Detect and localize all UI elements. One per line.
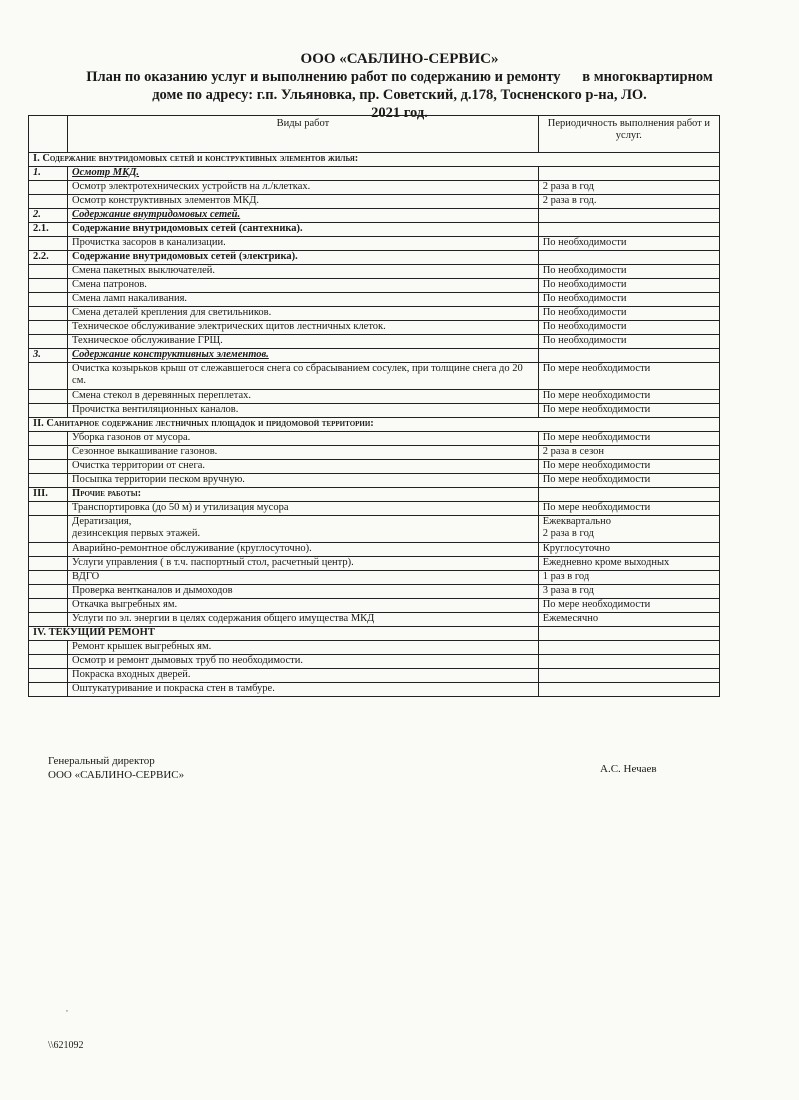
period-cell: Круглосуточно [538,543,719,557]
table-row [29,418,720,432]
signature-block [48,754,184,782]
period-cell: По мере необходимости [538,390,719,404]
row-number [29,641,68,655]
table-row [29,488,720,502]
row-number: 2.1. [29,223,68,237]
table-row [29,669,720,683]
work-name: Осмотр электротехнических устройств на л./клетках. [68,181,539,195]
table-row [29,321,720,335]
document-header [0,50,799,122]
row-number: 2. [29,209,68,223]
table-row [29,571,720,585]
work-name: Сезонное выкашивание газонов. [68,446,539,460]
table-row [29,167,720,181]
period-cell: По мере необходимости [538,502,719,516]
period-cell: 1 раз в год [538,571,719,585]
work-name: Осмотр конструктивных элементов МКД. [68,195,539,209]
table-row [29,195,720,209]
row-number [29,683,68,697]
work-name: Осмотр МКД. [68,167,539,181]
period-cell [538,167,719,181]
table-row [29,209,720,223]
table-row [29,627,720,641]
table-row [29,502,720,516]
row-number: 3. [29,349,68,363]
work-name: Прочистка засоров в канализации. [68,237,539,251]
work-name: ВДГО [68,571,539,585]
header-works: Виды работ [68,116,539,153]
table-row [29,293,720,307]
table-row [29,251,720,265]
period-cell: По мере необходимости [538,404,719,418]
period-cell: По мере необходимости [538,460,719,474]
row-number [29,335,68,349]
work-name: Содержание внутридомовых сетей. [68,209,539,223]
row-number [29,543,68,557]
table-row [29,279,720,293]
work-name: Прочистка вентиляционных каналов. [68,404,539,418]
table-header-row [29,116,720,153]
row-number [29,432,68,446]
work-name: Покраска входных дверей. [68,669,539,683]
row-number: III. [29,488,68,502]
work-name: Смена ламп накаливания. [68,293,539,307]
row-number [29,307,68,321]
period-cell [538,349,719,363]
work-name: Содержание внутридомовых сетей (электрика). [68,251,539,265]
period-cell: По необходимости [538,237,719,251]
row-number [29,571,68,585]
row-number [29,195,68,209]
table-row [29,655,720,669]
work-name: Техническое обслуживание ГРЩ. [68,335,539,349]
row-number [29,321,68,335]
plan-title-line2: доме по адресу: г.п. Ульяновка, пр. Советский, д.178, Тосненского р-на, ЛО. [152,87,647,103]
row-number [29,599,68,613]
table-row [29,613,720,627]
work-name: Очистка территории от снега. [68,460,539,474]
table-row [29,543,720,557]
table-row [29,153,720,167]
period-cell [538,627,719,641]
period-cell: 2 раза в год [538,181,719,195]
table-row [29,363,720,390]
period-cell: Ежемесячно [538,613,719,627]
table-row [29,181,720,195]
work-name: Смена деталей крепления для светильников. [68,307,539,321]
work-name: Смена стекол в деревянных переплетах. [68,390,539,404]
row-number: 2.2. [29,251,68,265]
period-cell: 3 раза в год [538,585,719,599]
period-cell: По необходимости [538,293,719,307]
org-name: ООО «САБЛИНО-СЕРВИС» [300,51,499,67]
row-number [29,557,68,571]
table-row [29,460,720,474]
work-name: Транспортировка (до 50 м) и утилизация мусора [68,502,539,516]
section-heading: II. Санитарное содержание лестничных площадок и придомовой территории: [29,418,720,432]
signer-name: А.С. Нечаев [600,763,657,775]
signer-title: Генеральный директор [48,755,155,767]
row-number [29,474,68,488]
work-name: Посыпка территории песком вручную. [68,474,539,488]
period-cell [538,683,719,697]
work-name: Оштукатуривание и покраска стен в тамбуре. [68,683,539,697]
table-row [29,432,720,446]
work-name: Ремонт крышек выгребных ям. [68,641,539,655]
period-cell [538,223,719,237]
row-number [29,669,68,683]
plan-title-line1: План по оказанию услуг и выполнению работ по содержанию и ремонту в многоквартирном [86,69,713,85]
period-cell: По необходимости [538,265,719,279]
table-row [29,265,720,279]
row-number: 1. [29,167,68,181]
row-number [29,237,68,251]
row-number [29,363,68,390]
period-cell: 2 раза в сезон [538,446,719,460]
row-number [29,446,68,460]
signer-org: ООО «САБЛИНО-СЕРВИС» [48,769,185,781]
table-row [29,307,720,321]
row-number [29,502,68,516]
header-num-cell [29,116,68,153]
table-row [29,641,720,655]
row-number [29,613,68,627]
period-cell: По мере необходимости [538,363,719,390]
row-number [29,293,68,307]
table-row [29,223,720,237]
work-name: Смена патронов. [68,279,539,293]
period-cell: По мере необходимости [538,432,719,446]
section-heading: I. Содержание внутридомовых сетей и конструктивных элементов жилья: [29,153,720,167]
row-number [29,655,68,669]
period-cell [538,209,719,223]
row-number [29,265,68,279]
period-cell: По необходимости [538,335,719,349]
period-cell [538,488,719,502]
table-row [29,237,720,251]
table-row [29,404,720,418]
period-cell: По мере необходимости [538,599,719,613]
period-cell: Ежедневно кроме выходных [538,557,719,571]
row-number [29,279,68,293]
work-name: Содержание внутридомовых сетей (сантехника). [68,223,539,237]
works-table [28,115,720,697]
row-number [29,181,68,195]
period-cell [538,655,719,669]
section-heading: IV. ТЕКУЩИЙ РЕМОНТ [29,627,539,641]
table-row [29,474,720,488]
period-cell: По необходимости [538,279,719,293]
row-number [29,460,68,474]
table-row [29,390,720,404]
table-row [29,557,720,571]
period-cell: По мере необходимости [538,474,719,488]
work-name: Уборка газонов от мусора. [68,432,539,446]
period-cell [538,251,719,265]
period-cell: По необходимости [538,307,719,321]
document-number: \\621092 [48,1040,84,1051]
work-name: Смена пакетных выключателей. [68,265,539,279]
work-name: Аварийно-ремонтное обслуживание (круглосуточно). [68,543,539,557]
work-name: Дератизация, дезинсекция первых этажей. [68,516,539,543]
table-row [29,516,720,543]
table-row [29,585,720,599]
period-cell [538,641,719,655]
table-row [29,599,720,613]
period-cell: 2 раза в год. [538,195,719,209]
table-row [29,683,720,697]
plan-year: 2021 год. [371,105,428,121]
work-name: Осмотр и ремонт дымовых труб по необходимости. [68,655,539,669]
row-number [29,516,68,543]
work-name: Содержание конструктивных элементов. [68,349,539,363]
table-row [29,335,720,349]
period-cell: По необходимости [538,321,719,335]
work-name: Очистка козырьков крыш от слежавшегося снега со сбрасыванием сосулек, при толщине снега до 20 см. [68,363,539,390]
period-cell [538,669,719,683]
period-cell: Ежеквартально 2 раза в год [538,516,719,543]
table-row [29,446,720,460]
row-number [29,390,68,404]
row-number [29,585,68,599]
work-name: Проверка вентканалов и дымоходов [68,585,539,599]
scan-speck: , [66,1004,68,1013]
table-row [29,349,720,363]
work-name: Откачка выгребных ям. [68,599,539,613]
header-period: Периодичность выполнения работ и услуг. [538,116,719,153]
work-name: Услуги по эл. энергии в целях содержания общего имущества МКД [68,613,539,627]
work-name: Прочие работы: [68,488,539,502]
work-name: Техническое обслуживание электрических щитов лестничных клеток. [68,321,539,335]
row-number [29,404,68,418]
work-name: Услуги управления ( в т.ч. паспортный стол, расчетный центр). [68,557,539,571]
